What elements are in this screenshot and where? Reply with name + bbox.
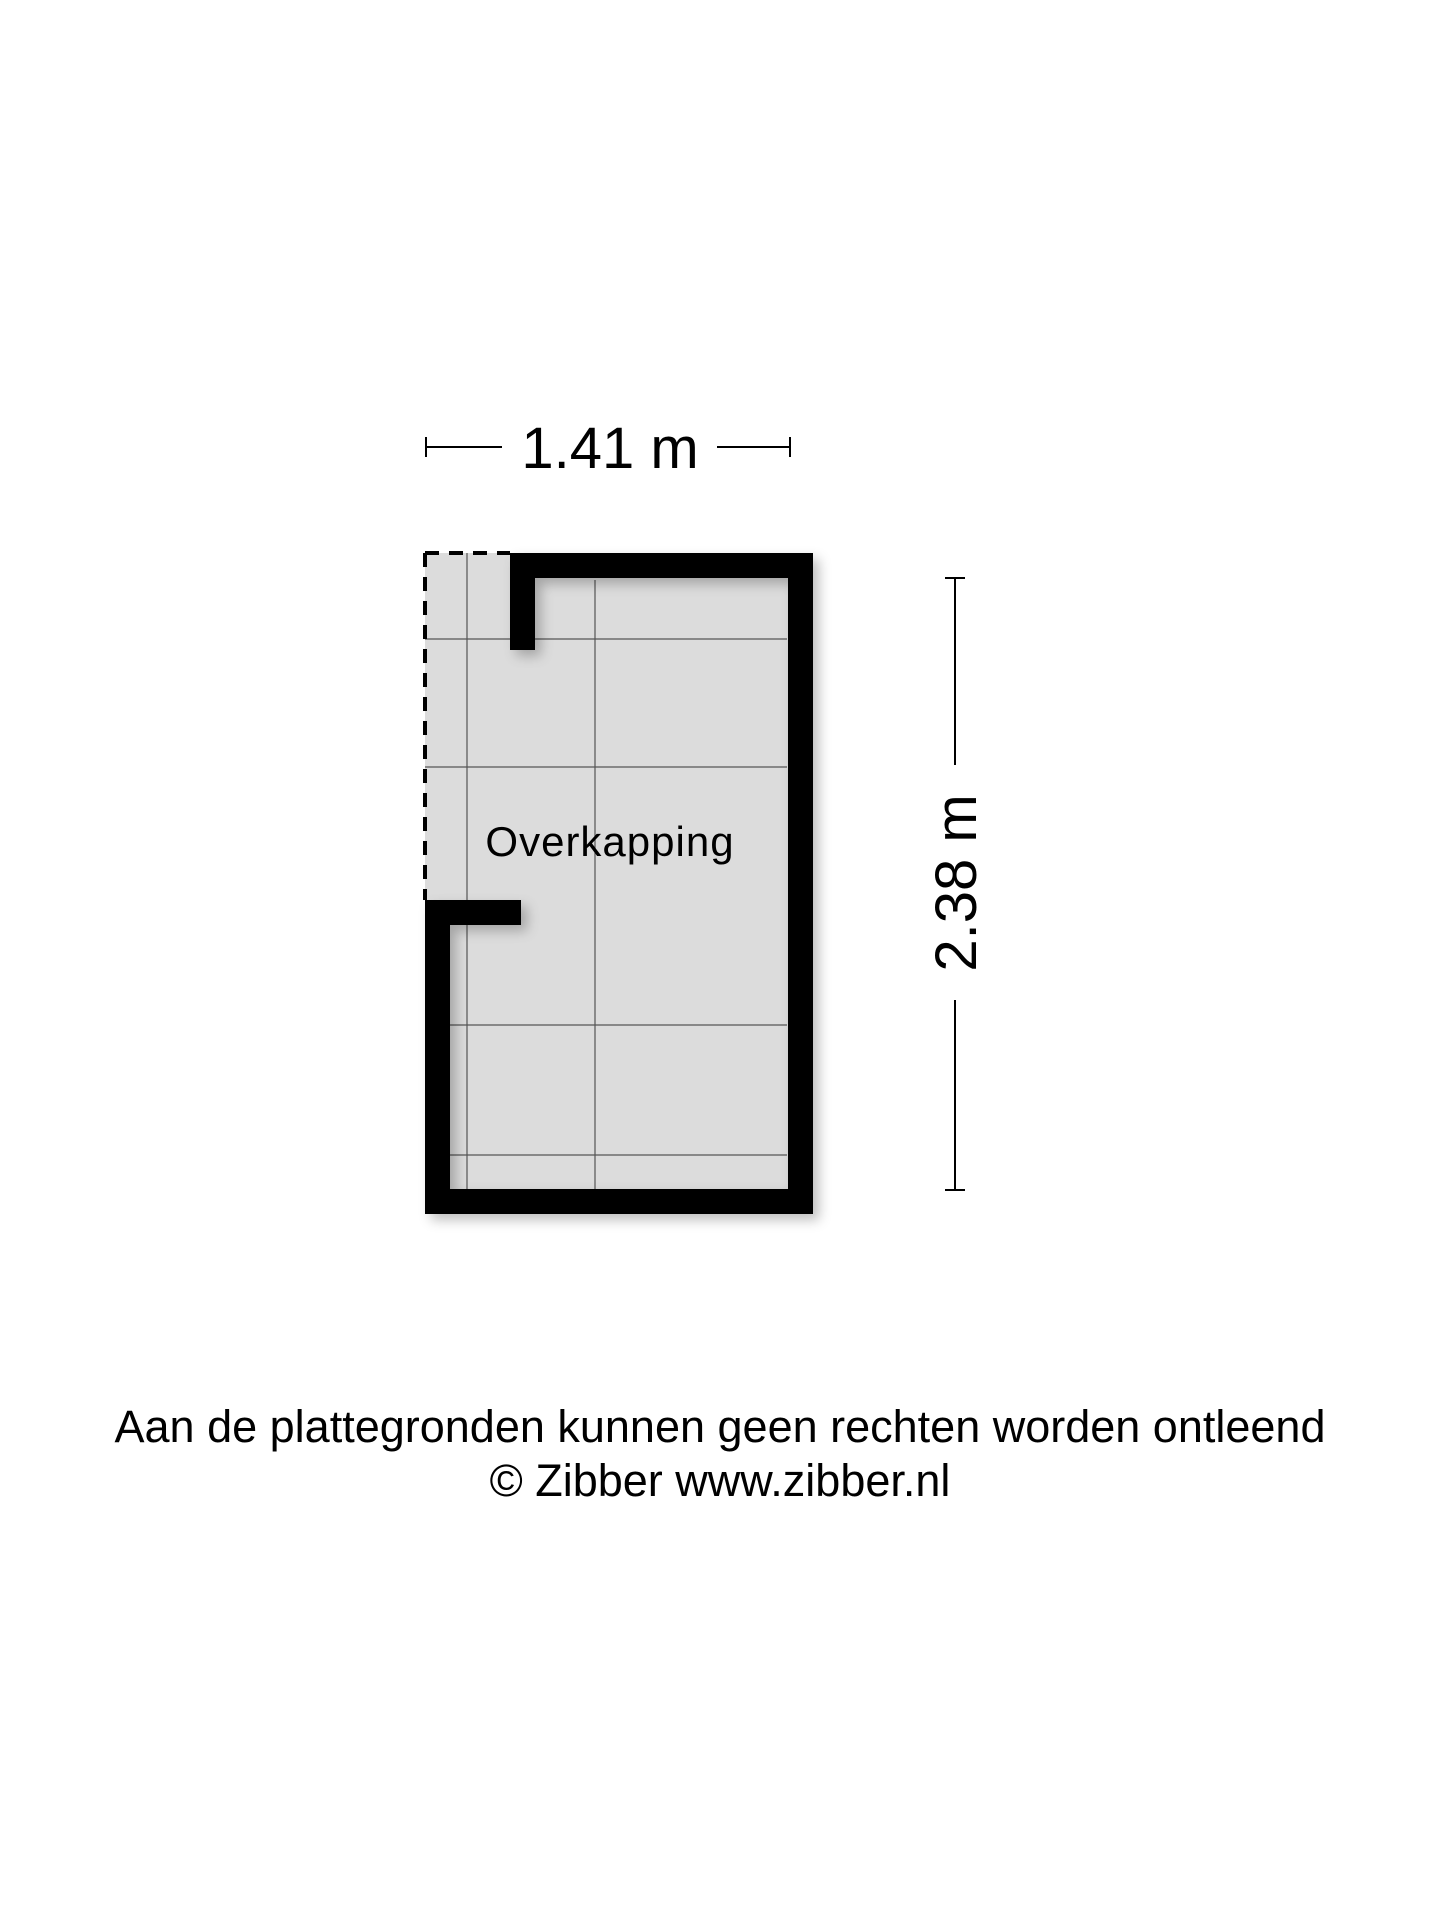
wall-top (510, 553, 813, 578)
wall-left-stub (425, 900, 521, 925)
wall-bottom (425, 1189, 813, 1214)
room-floor (425, 553, 812, 1213)
room-label: Overkapping (485, 818, 735, 865)
disclaimer-text: Aan de plattegronden kunnen geen rechten worden ontleend (114, 1401, 1326, 1452)
wall-right (788, 553, 813, 1214)
height-dimension-label: 2.38 m (924, 794, 989, 972)
width-dimension-label: 1.41 m (521, 416, 699, 481)
height-dimension (924, 578, 989, 1190)
width-dimension (426, 416, 790, 481)
wall-left (425, 900, 450, 1214)
wall-top-stub (510, 553, 535, 650)
copyright-text: © Zibber www.zibber.nl (489, 1455, 951, 1506)
